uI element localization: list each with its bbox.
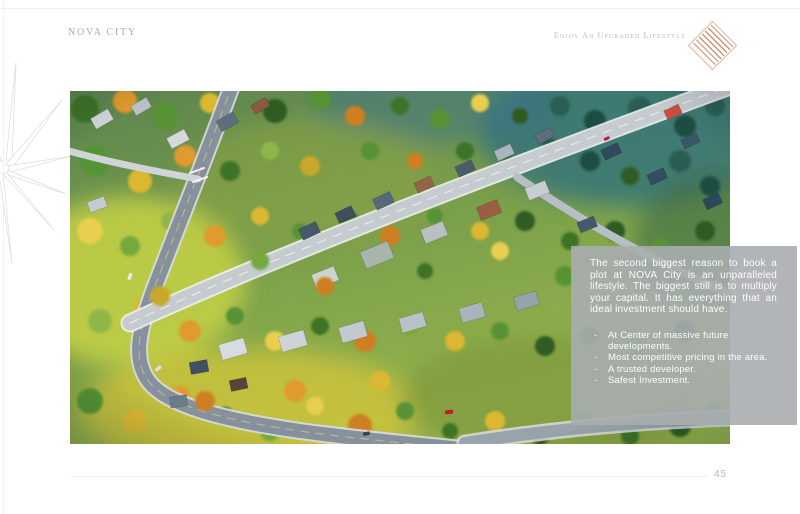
- bullet-item: - A trusted developer.: [590, 364, 777, 375]
- bullet-item: - At Center of massive future developments.: [590, 330, 777, 352]
- bullet-item: - Safest Investment.: [590, 375, 777, 386]
- header-tagline: Enjoy An Upgraded Lifestyle: [553, 31, 686, 40]
- overlay-bullet-list: [590, 330, 777, 386]
- page-number: 45: [714, 469, 728, 480]
- diamond-spiral-logo-icon: [688, 21, 737, 70]
- bullet-item: - Most competitive pricing in the area.: [590, 352, 777, 363]
- footer-rule-line: [70, 476, 708, 477]
- brand-title: NOVA CITY: [68, 27, 138, 38]
- top-rule-line: [0, 8, 800, 9]
- info-overlay-panel: [571, 246, 797, 425]
- overlay-paragraph: The second biggest reason to book a plot at NOVA City is an unparalleled lifestyle. The biggest still is to multiply your capital. It has everything that an ideal investment should have.: [590, 258, 777, 316]
- left-rule-line: [3, 0, 4, 514]
